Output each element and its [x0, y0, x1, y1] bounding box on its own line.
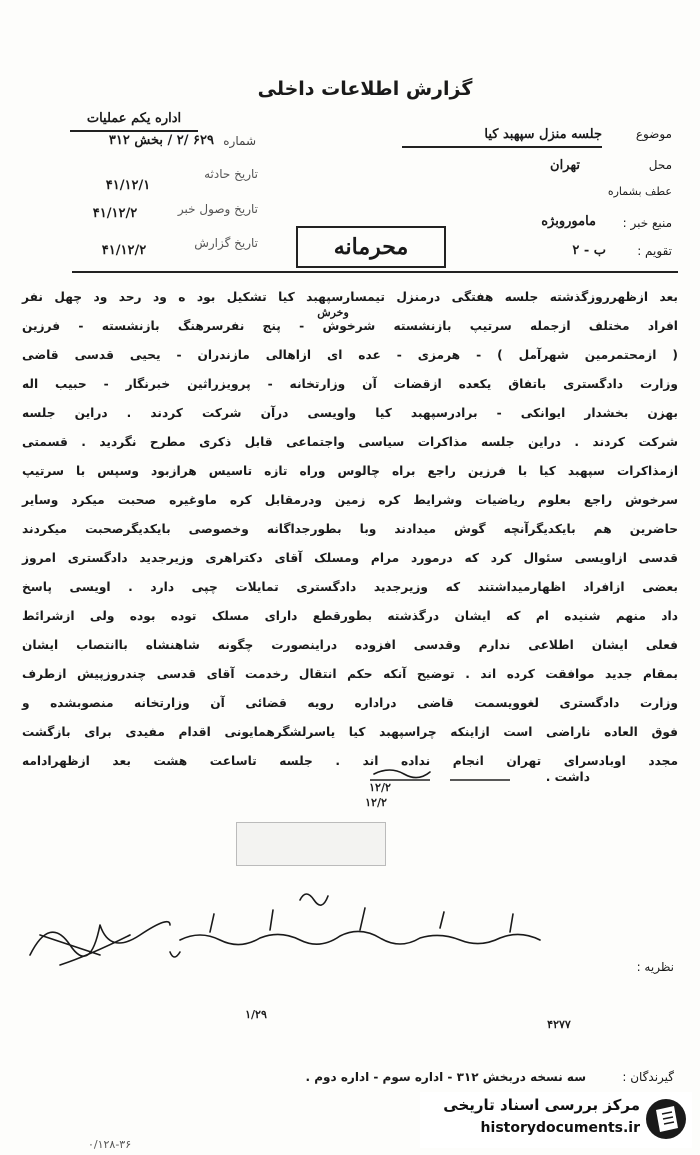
body-line: داد منهم شنیده ام که ایشان درگذشته بطورقطع دارای مسلک توده بوده ولی ازشرائط [22, 609, 678, 623]
body-line: فعلی ایشان اطلاعی ندارم وقدسی افزوده دراینصورت چگونه شاهنشاه باانتصاب ایشان [22, 638, 678, 652]
source-label: منبع خبر : [622, 216, 672, 230]
department-underline [70, 130, 198, 132]
body-line: وزارت دادگستری باتفاق یکعده ازقضات آن وزارتخانه - پرویزراثین خبرنگار - حبیب اله [22, 377, 678, 391]
watermark-logo-icon [644, 1096, 688, 1142]
place-value: تهران [550, 158, 580, 173]
watermark-title: مرکز بررسی اسناد تاریخی [443, 1096, 640, 1114]
place-label: محل [648, 158, 672, 172]
receipt-date-value: ۴۱/۱۲/۲ [92, 206, 138, 221]
body-line: فوق العاده ناراضی است ازاینکه چراسپهبد کیا یاسرلشگرهمایونی اقدام مفیدی برای بازگشت [22, 725, 678, 739]
recipients-text: سه نسخه دربخش ۳۱۲ - اداره سوم - اداره دوم . [305, 1070, 586, 1084]
body-line: مجدد اوبادسرای تهران انجام نداده اند . جلسه تاساعت هشت بعد ازظهرادامه [22, 754, 678, 768]
faded-stamp [236, 822, 386, 866]
body-line: وزارت دادگستری لغوویسمت قاضی دراداره رویه قضائی آن وزارتخانه منصوبشده و [22, 696, 678, 710]
number-label: شماره [223, 134, 256, 148]
evaluation-value: ب - ۲ [572, 243, 606, 258]
body-line: بعضی ازافراد اظهارمیداشتند که وزیرجدید دادگستری تمایلات چپی دارد . اویسی پاسخ [22, 580, 678, 594]
body-line: سرخوش راجع بعلوم ریاضیات وشرایط کره زمین ودرمقابل کره ماوغیره صحبت میکرد وسایر [22, 493, 678, 507]
body-line: بعد ازظهرروزگذشته جلسه هفتگی درمنزل تیمسارسپهبد کیا تشکیل بود ه ود رحد ود چهل نفر [22, 290, 678, 304]
header-separator [72, 271, 678, 273]
department-label: اداره یکم عملیات [86, 111, 182, 126]
body-line: ازمذاکرات سپهبد کیا با فرزین راجع براه چالوس وراه تازه تاسیس هرازبود وسپس با سرتیپ [22, 464, 678, 478]
report-date-value: ۴۱/۱۲/۲ [101, 243, 147, 258]
receipt-date-label: تاریخ وصول خبر [177, 202, 258, 216]
watermark-url: historydocuments.ir [480, 1120, 640, 1136]
event-date-value: ۴۱/۱۲/۱ [105, 178, 151, 193]
margin-correction: وخرش [317, 306, 349, 319]
opinion-label: نظریه : [636, 960, 674, 974]
body-line: بمقام جدید موافقت کرده اند . توضیح آنکه حکم انتقال رخدمت آقای قدسی چندروزپیش ازطرف [22, 667, 678, 681]
source-value: ماموروبژه [541, 214, 596, 229]
handwritten-number-b: ۴۲۷۷ [547, 1018, 571, 1031]
body-line: افراد مختلف ازجمله سرتیپ بازنشسته شرخوش - پنج نفرسرهنگ بازنشسته - فرزین [22, 319, 678, 333]
subject-underline [402, 146, 602, 148]
watermark [420, 1092, 692, 1148]
report-date-label: تاریخ گزارش [194, 236, 258, 250]
handwritten-date-a: ۱۲/۲ [369, 781, 391, 794]
body-line: قدسی ازاویسی سئوال کرد که درمورد مرام ومسلک آقای دکتراهری وزیرجدید دادگستری امروز [22, 551, 678, 565]
subject-label: موضوع [635, 127, 672, 141]
number-value: ۶۲۹ /۲ / بخش ۳۱۲ [108, 133, 214, 148]
handwritten-number-a: ۱/۲۹ [245, 1008, 267, 1021]
event-date-label: تاریخ حادثه [204, 167, 258, 181]
recipients-label: گیرندگان : [622, 1070, 674, 1084]
handwritten-date-b: ۱۲/۲ [365, 796, 387, 809]
body-line: حاضرین هم بایکدیگرآنچه گوش میدادند وبا بطورجداگانه وخصوصی بایکدیگرصحبت میکردند [22, 522, 678, 536]
body-line: ( ازمحتمرمین شهرآمل ) - هرمزی - عده ای ازاهالی مازندران - یحیی قدسی قاضی [22, 348, 678, 362]
report-title: گزارش اطلاعات داخلی [257, 78, 473, 100]
confidential-stamp: محرمانه [296, 226, 446, 268]
evaluation-label: تقویم : [637, 244, 672, 258]
body-line: بهزن بخشدار ایوانکی - برادرسپهبد کیا واویسی درآن شرکت کردند . دراین جلسه [22, 406, 678, 420]
archive-number: ۰/۱۲۸-۳۶ [88, 1138, 132, 1151]
left-signature [20, 905, 180, 985]
reference-label: عطف بشماره [607, 185, 672, 198]
handwritten-note [150, 880, 570, 970]
subject-value: جلسه منزل سپهبد کیا [484, 127, 602, 142]
body-line: شرکت کردند . دراین جلسه مذاکرات سیاسی واجتماعی قابل ذکری مطرح نگردید . قسمتی [22, 435, 678, 449]
body-line-last: داشت . [545, 770, 590, 784]
